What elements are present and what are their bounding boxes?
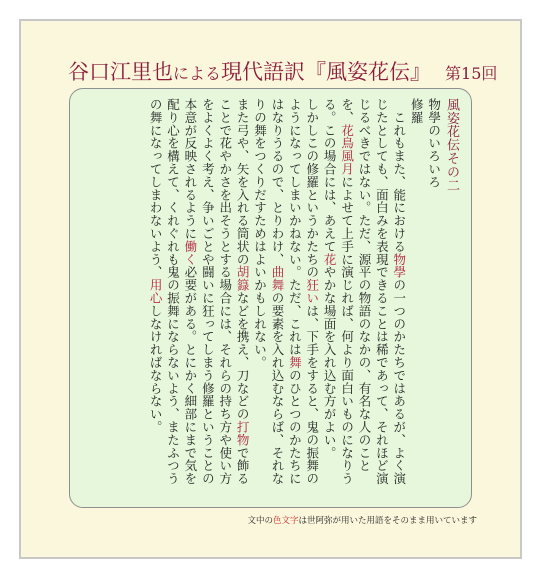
footer-highlight: 色文字 [272, 516, 299, 526]
footer-note: 文中の色文字は世阿弥が用いた用語をそのまま用いています [247, 516, 477, 526]
term-highlight: 狂い [304, 278, 320, 305]
subtitle-1: 物學のいろいろ [426, 98, 442, 189]
section-title: 風姿花伝その二 [444, 98, 459, 192]
episode-number: 第15回 [445, 64, 498, 83]
term-highlight: 用心 [148, 278, 164, 305]
term-highlight: 胡籙 [235, 265, 251, 292]
paragraph-2: しかしこの修羅というかたちの狂いは、下手をすると、鬼の振舞のようになってしまいかねない。ただ、これは舞のひとつのかたちにはなりうるので、とりわけ、曲舞の要素を入れ込むならば、それなりの舞をつくりだすためはよいかもしれない。 [252, 98, 320, 486]
article-body [84, 98, 460, 494]
subtitle-2: 修羅 [409, 98, 425, 124]
title-particle: による [173, 64, 222, 83]
term-highlight: 花鳥風月 [339, 123, 355, 176]
title-author: 谷口江里也 [68, 60, 173, 84]
term-highlight: 曲舞 [269, 265, 285, 292]
term-highlight: 物學 [391, 252, 407, 279]
paragraph-3: また弓や、矢を入れる筒状の胡籙などを携え、刀などの打物で飾ることで花やかさを出そうとする場合には、それらの持ち方や使い方をよくよく考え、争いごとや闘いに狂ってしまう修羅ということの本意が反映されるように働く必要がある。とにかく細部にまで気を配り心を構えて、くれぐれも鬼の振舞にならないよう、またふつうの舞になってしまわないよう、用心しなければならない。 [148, 98, 251, 486]
paragraph-1: これもまた、能における物學の一つのかたちではあるが、よく演じたとしても、面白みを表現できることは稀であって、それほど演じるべきではない。ただ、源平の物語のなかの、有名な人のことを、花鳥風月によせて上手に演じれば、何より面白いものになりうる。この場合には、あえて花やかな場面を入れ込む方がよい。 [322, 98, 407, 486]
page-title [68, 56, 497, 88]
title-work: 現代語訳『風姿花伝』 [221, 60, 432, 84]
term-highlight: 打物 [235, 420, 251, 447]
term-highlight: 舞 [287, 356, 303, 369]
term-highlight: 花 [322, 252, 338, 266]
term-highlight: 働く [182, 239, 198, 266]
